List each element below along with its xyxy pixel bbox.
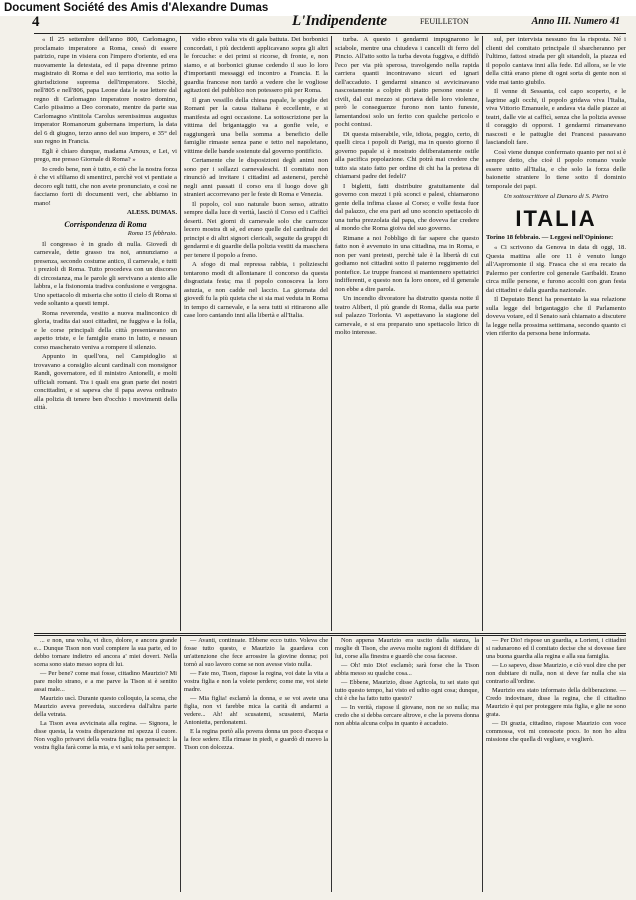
feuilleton-paragraph: ... e non, una volta, vi dico, dolore, e ancora grande e... Dunque Tison non vuol compiere la sua parte, ed io debbo tornare indietro ed ancora a' miei doveri. Nella scena sono stato messo sopra di lui. xyxy=(34,637,177,668)
column-divider xyxy=(482,36,483,631)
feuilleton-rule xyxy=(34,633,626,634)
feuilleton-paragraph: — Fate mo, Tison, rispose la regina, voi date la vita a vostra figlia e non la volete perdere; come me, voi siete madre. xyxy=(184,670,328,693)
feuilleton-paragraph: — Avanti, continuate. Ebbene ecco tutto. Voleva che fosse tutto questo, e Maurizio la guardava con un'attenzione che fece arrossire la giovine donna; poi tornò al suo lavoro come se non avesse visto nulla. xyxy=(184,637,328,668)
dateline: Torino 18 febbraio. — Leggesi nell'Opinione: xyxy=(486,233,614,241)
article-paragraph: « Ci scrivono da Genova in data di oggi, 18. Questa mattina alle ore 11 è venuto lungo all'Aspromonte il sig. Frasca che si era recato da Palermo per conferire col generale Garibaldi. Erano circa mille persone, e furono accolti con gran festa dai cittadini e dalla guardia nazionale. xyxy=(486,244,626,294)
masthead xyxy=(30,12,626,32)
article-paragraph: Il venne di Sessanta, col capo scoperto, e le lagrime agli occhi, il popolo gridava viva l'Italia, viva Vittorio Emanuele, e andava via dalle piazze ai teatri, dalle vie ai cafficì, senza che la polizia avesse il coraggio di opporsi. I gendarmi rimanevano nascosti e le pattuglie dei Francesi passavano lasciandoli fare. xyxy=(486,88,626,146)
masthead-rule xyxy=(34,33,626,34)
feuilleton-paragraph: — Per bene? come mai fosse, cittadino Maurizio? Mi pare molto strano, e a me parve la Tison si è sentito assai male... xyxy=(34,670,177,693)
article-paragraph: Il congresso è in grado di nulla. Giovedì di carnevale, dette grasso tra noi, annunziamo a presenza, secondo costume antico, il carnevale, e tutti i prezioli di Roma. Tutto procedeva con un discorso di circostanza, ma le parole gli servivano a stento alle labbra, e la fisionomia tradiva confusione e vergogna. Uno spettacolo di miseria che sotto il cielo di Roma si vede soltanto a questi tempi. xyxy=(34,240,177,307)
page-number: 4 xyxy=(32,14,40,30)
feuilleton-paragraph: — Lo sapevo, disse Maurizio, e ciò vuol dire che per non dubitare di nulla, non si deve far nulla che sia contrario all'ordine. xyxy=(486,662,626,685)
column-divider xyxy=(331,36,332,631)
feuilleton-paragraph: — Oh! mio Dio! esclamò; sarà forse che la Tison abbia messo su qualche cosa... xyxy=(335,662,479,677)
article-paragraph: Di questa miserabile, vile, idiota, peggio, certo, di quelli circa i popoli di Parigi, ma in questo giorno il governo papale si è mostrato deliberatamente ostile alla pacifica popolazione. Chi potrà mai credere che tutto sia stato fatto per ordine di chi ha la pretesa di chiamarsi padre dei fedeli? xyxy=(335,130,479,180)
article-paragraph: Certamente che le disposizioni degli animi non sono per i sollazzi carnevaleschi. Il comitato non rinunciò ad invitare i cittadini ad astenersi, perchè negli anni passati il corso era il luogo dove gli stranieri accorrevano per le feste di Roma e Venezia. xyxy=(184,157,328,198)
feuilleton-paragraph: La Tison avea avvicinata alla regina. — Signora, le disse questa, la vostra disperazione mi spezza il cuore. Non voglio privarvi della vostra figlia; ma pensateci: la vostra figlia farà come la mia, e vi sarà tolta per sempre. xyxy=(34,720,177,751)
feuilleton-paragraph: Non appena Maurizio era uscito dalla stanza, la moglie di Tison, che aveva molte ragioni di diffidare di lui, corse alla finestra e guardò che cosa facesse. xyxy=(335,637,479,660)
section-heading: Corrispondenza di Roma xyxy=(64,219,147,229)
feuilleton-column-2 xyxy=(184,637,328,892)
article-paragraph: Così viene dunque confermato quanto per noi si è sempre detto, che cioè il popolo romano vuole essere unito all'Italia, e che solo la forza delle baionette straniere lo tiene sotto il dominio temporale dei papi. xyxy=(486,148,626,190)
feuilleton-paragraph: Maurizio era stato informato della deliberazione. — Credo indovinare, disse la regina, che il cittadino Maurizio è qui per proteggere mia figlia, e glie ne sono grata. xyxy=(486,687,626,718)
feuilleton-paragraph: — Di grazia, cittadino, rispose Maurizio con voce commossa, voi mi conoscete poco. Io non ho altra missione che quella di vegliare, e veglierò. xyxy=(486,720,626,743)
article-paragraph: Io credo bene, non è tutto, e ciò che la nostra forza è che vi sfiliamo di smentirci, perchè voi vi pentiate a decoro egli tutti, che non avete pronunciato, e così ne facciamo forti di documenti veri, che abbiamo in mano! xyxy=(34,165,177,207)
column-4 xyxy=(486,36,626,631)
article-paragraph: Il gran vessillo della chiesa papale, le spoglie dei Romani per la causa italiana è eccellente, e si manifesta ad ogni occasione. La sottoscrizione per la vittima del brigantaggio va a gonfie vele, e raggiungerà una bella somma a beneficio delle famiglie rimaste senza pane e tetto nel napoletano, vittime delle bande sostenute dal governo pontificio. xyxy=(184,96,328,155)
article-paragraph: « Il 25 settembre dell'anno 800, Carlomagno, proclamato imperatore a Roma, cessò di essere patrizio, rupe in visiera con l'impero d'oriente, ed era nuovamente la detestata, ed il papa divenne primo magistrato di Roma e del suo territorio, ma sotto la giurisdizione suprema dell'imperatore. Sicchè, nell'805 e nell'806, papa Leone data le sue lettere dal regno di Carlomagno imperatore nostro domino, Carlo piissimo a Deo coronato, mentre da parte sua Carlomagno s'intitola Carolus serenissimus augustus imperator Romanorum gubernans imperium, la data del 6 di giugno, terzo anno del suo impero, e 35° del suo regno in Francia. xyxy=(34,36,177,145)
feuilleton-paragraph: Maurizio uscì. Durante questo colloquio, la scena, che Maurizio aveva preveduta, succedeva dall'altra parte della vetrata. xyxy=(34,695,177,718)
article-paragraph: Roma reverenda, vestito a nuova malinconico di gloria, tradita dai suoi cittadini, ne fuggiva e la folla, e le corse principali della città presentavano un aspetto triste, e le famiglie erano in lutto, e nessun corso mascherato veniva a rompere il silenzio. xyxy=(34,309,177,351)
column-divider xyxy=(180,637,181,892)
article-paragraph: turba. A questo i gendarmi impugnarono le sciabole, mentre una chiudeva i cancelli di ferro del Pincio. All'atto sotto la turba devota fuggiva, e diffidò l'eco per via più sperosa, travolgendo nella rapida carriera quanti incontravano sicuri ed ignari dell'accaduto. I gendarmi sinanco si avvicinavano nascostamente a colpire di piatto persone oneste e civili, dal cui mezzo si portava delle loro violenze, però le conseguenze furono non tanto funeste, lamentandosi solo un ferito con qualche pericolo e pochi contusi. xyxy=(335,36,479,128)
article-paragraph: Rimane a noi l'obbligo di far sapere che questo fatto non è avvenuto in una cittadina, ma in Roma, e non per vani pretesti, perchè tale è la libertà di cui godiamo noi cittadini sotto il paterno reggimento del pontefice. Le truppe francesi si mantennero spettatrici indifferenti, e questo non fa loro onore, ed il generale non ebbe a dire parola. xyxy=(335,234,479,293)
signoff: Un sottoscrittore al Danaro di S. Pietro xyxy=(503,193,609,200)
issue-label: Anno III. Numero 41 xyxy=(531,16,620,27)
article-paragraph: Egli è chiaro dunque, madama Arnoux, e Lei, vi prego, me presso Giornale di Roma? » xyxy=(34,147,177,163)
author-signature: ALESS. DUMAS. xyxy=(126,209,177,216)
newspaper-title: L'Indipendente xyxy=(292,13,388,29)
column-divider xyxy=(331,637,332,892)
feuilleton-column-3 xyxy=(335,637,479,892)
feuilleton-paragraph: E la regina portò alla povera donna un poco d'acqua e la fece sedere. Ella rimase in piedi, e guardò di nuovo la Tison con dolcezza. xyxy=(184,728,328,751)
column-3 xyxy=(335,36,479,631)
article-paragraph: Il popolo, col suo naturale buon senso, attratto sempre dalla luce di verità, lasciò il Corso ed i Cafficì deserti. Nei giorni di carnevale solo che carrozze lecero mostra di sè, ed erano quelle del cardinale dei principi e di altri signori clericali, seguite da gruppi di gendarmi e di guardie della polizia vestiti da maschera per tenere il popolo a freno. xyxy=(184,200,328,259)
column-divider xyxy=(180,36,181,631)
article-paragraph: I bigletti, fatti distribuire gratuitamente dal governo con mezzi i più sconci e palesi, chiamarono gente della infima classe al Corso; e volle festa fuor dal palazzo, che era pari ad uno sconcio spettacolo di una turba prezzolata dal papa, che doveva far credere al mondo che Roma gioiva del suo governo. xyxy=(335,182,479,232)
feuilleton-column-4 xyxy=(486,637,626,892)
article-paragraph: Il Deputato Benci ha presentato la sua relazione sulla legge del brigantaggio che il Parlamento doveva votare, ed il Senato sarà chiamato a discutere la legge nella prossima settimana, secondo quanto ci vien riferito da persona bene informata. xyxy=(486,296,626,337)
column-divider xyxy=(482,637,483,892)
column-2 xyxy=(184,36,328,631)
source-banner: Document Société des Amis d'Alexandre Dumas xyxy=(0,0,636,16)
article-paragraph: Un incendio divoratore ha distrutto questa notte il teatro Alibert, il più grande di Roma, dalla sua parte sul palazzo Torlonia. Vi aspettavano la stagione del carnevale, e si era preparato uno spettacolo lirico di molto interesse. xyxy=(335,295,479,336)
article-paragraph: vidio ebreo valia vis di gala battuta. Dei borbonici concordati, i più decidenti applicavano sopra gli altri le forcuche: e dei primi si ricorse, di fronte, e, non siamo, e ai borbonici giunse cedendo il suo lo loro d'importanti messaggi ed incontro a Francia. E la guardia francese non tardò a vedere che le vogliose agitazioni del pubblico non potessero più per Roma. xyxy=(184,36,328,94)
feuilleton-column-1 xyxy=(34,637,177,892)
feuilleton-rule xyxy=(34,635,626,636)
feuilleton-paragraph: — Mia figlia! esclamò la donna, e se voi avete una figlia, non vi farebbe mica la carità di andarmi a vedere... Ah! ah! scusatemi, scusatemi, Maria Antonietta, perdonatemi. xyxy=(184,695,328,726)
feuilleton-paragraph: — Ebbene, Maurizio, disse Agricola, tu sei stato qui tutto questo tempo, hai visto ed udito ogni cosa; dunque, chi è che ha fatto tutto questo? xyxy=(335,679,479,702)
section-heading-italia: ITALIA xyxy=(515,205,597,231)
column-1 xyxy=(34,36,177,631)
article-paragraph: A sfogo di mal repressa rabbia, i polizieschi tentarono modi di allontanare il concorso da questa disgraziata festa; ma il popolo conosceva la loro astuzia, e non cadde nel laccio. La giornata del giovedì fu la più quieta che si sia mai veduta in Roma in tempo di carnevale, e la sera tutti si ritirarono alle case loro cantando inni alla libertà e all'Italia. xyxy=(184,261,328,319)
feuilleton-paragraph: — Per Dio! rispose un guardia, a Lorient, i cittadini si radunarono ed il comitato decise che si dovesse fare una buona guardia alla regina e alla sua famiglia. xyxy=(486,637,626,660)
feuilleton-paragraph: — In verità, rispose il giovane, non ne so nulla; ma credo che si debba cercare altrove, e che la povera donna non abbia alcuna colpa in quanto è accaduto. xyxy=(335,704,479,727)
edition-label: FEUILLETON xyxy=(420,17,469,26)
article-paragraph: sul, per intervista nessuno fra la risposta. Né i clienti del comitato principale il sbarcheranno per l'ultimo, fattosi strada per gli sitandoli, la piazza ed il popolo cantava inni alla fede. Ed allora, se le vie della città erano piene di ogni sorta di gente non si vide mai tanto giubilo. xyxy=(486,36,626,86)
article-paragraph: Appunto in quell'ora, nel Campidoglio si trovavano a consiglio alcuni cardinali con monsignor Randi, governatore, ed il ministro Antonelli, e molti ufficiali romani. Tra i quali era gran parte dei nostri concittadini, e si sapeva che il papa aveva ordinato alla polizia di tenere ben d'occhio i movimenti della città. xyxy=(34,353,177,411)
dateline: Roma 15 febbraio. xyxy=(127,230,177,237)
